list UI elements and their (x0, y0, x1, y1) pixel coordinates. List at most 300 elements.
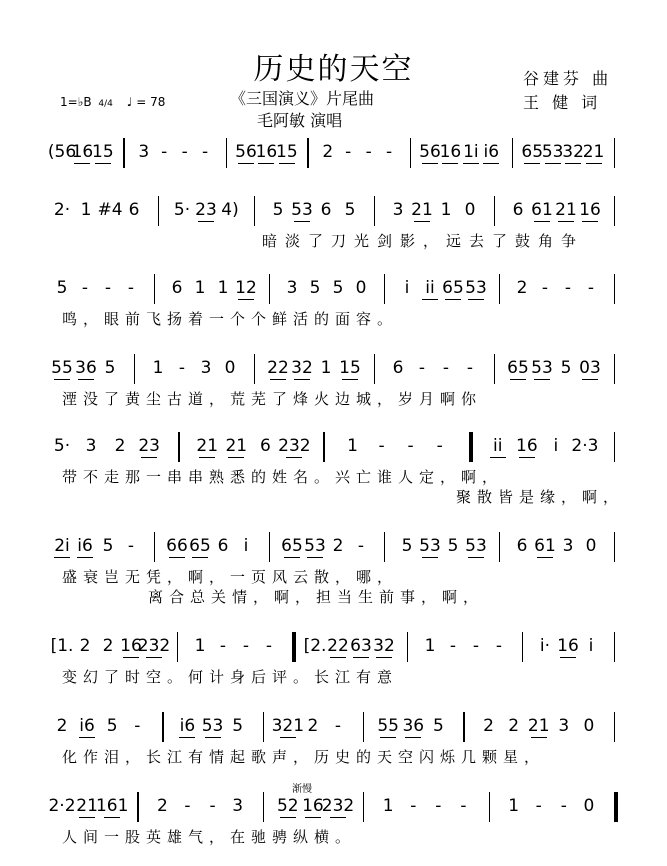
bar-line (614, 432, 615, 462)
note-group: - (460, 796, 467, 816)
beam-line (258, 163, 274, 164)
bar-line (307, 138, 308, 168)
beam-line (54, 557, 70, 558)
bar-line (263, 792, 264, 822)
note-group: - (466, 358, 474, 378)
beam-line (79, 737, 95, 738)
note-group: 2 (508, 716, 520, 736)
note-group: - (242, 636, 250, 656)
beam-line (445, 299, 461, 300)
beam-line (238, 299, 254, 300)
note-group: 3 (286, 278, 298, 298)
note-group: - (535, 796, 542, 816)
bar-line (614, 274, 615, 304)
note-group: i (553, 436, 559, 456)
bar-line (499, 532, 500, 562)
beam-line (483, 163, 499, 164)
bar-line (614, 712, 615, 742)
bar-line (512, 138, 513, 168)
note-group: ii (425, 278, 435, 298)
bar-line (158, 196, 159, 226)
note-group: 0 (585, 536, 597, 556)
note-group: - (541, 278, 549, 298)
note-group: 3 (558, 716, 570, 736)
note-group: 5 (309, 278, 321, 298)
note-group: 16 (516, 436, 538, 456)
note-group: 6 (392, 358, 404, 378)
note-group: 16 (557, 636, 579, 656)
note-group: i6 (79, 716, 95, 736)
beam-line (280, 817, 296, 818)
note-group: 56 (235, 142, 257, 162)
lyric-line-verse-2: 离合总关情，啊，担当生前事，啊， (148, 588, 485, 606)
note-group: - (410, 796, 417, 816)
bar-line (269, 532, 270, 562)
bar-line (134, 354, 135, 384)
beam-line (286, 457, 302, 458)
note-group: 2·3 (571, 436, 599, 456)
note-group: - (181, 142, 188, 162)
note-group: 61 (534, 536, 556, 556)
note-group: 2 (156, 796, 168, 816)
beam-line (405, 737, 421, 738)
bar-line (363, 792, 364, 822)
beam-line (414, 221, 430, 222)
note-group: - (587, 278, 595, 298)
beam-line (179, 737, 195, 738)
bar-line (384, 274, 385, 304)
note-group: 56 (419, 142, 441, 162)
note-group: 2 (102, 636, 114, 656)
note-group: 55 (377, 716, 399, 736)
beam-line (534, 379, 550, 380)
beam-line (380, 737, 396, 738)
beam-line (74, 163, 90, 164)
note-group: 232 (321, 796, 355, 816)
note-group: 5 (272, 200, 284, 220)
note-group: 2·2 (48, 796, 76, 816)
lyric-line: 湮没了黄尘古道，荒芜了烽火边城，岁月啊你 (62, 390, 483, 408)
note-group: 1 (424, 636, 436, 656)
note-group: 5· (173, 200, 191, 220)
performer-credit: 毛阿敏 演唱 (257, 111, 343, 130)
beam-line (330, 817, 346, 818)
beam-line (558, 221, 574, 222)
note-group: 2 (332, 536, 344, 556)
beam-line (95, 163, 111, 164)
note-group: 5 (56, 278, 68, 298)
bar-line (463, 712, 464, 742)
note-group: 3 (562, 536, 574, 556)
note-group: 16 (120, 636, 142, 656)
bar-line (489, 792, 490, 822)
beam-line (586, 163, 602, 164)
lyric-line: 鸣，眼前飞扬着一个个鲜活的面容。 (62, 310, 399, 328)
note-group: 6 (512, 200, 524, 220)
bar-line (154, 532, 155, 562)
note-group: 53 (201, 716, 224, 736)
note-group: 232 (278, 436, 311, 456)
song-title: 历史的天空 (253, 52, 414, 87)
note-group: 16 (255, 142, 278, 162)
beam-line (353, 657, 369, 658)
note-group: - (81, 278, 89, 298)
note-group: 65 (521, 142, 544, 162)
beam-line (537, 557, 553, 558)
beam-line (284, 557, 300, 558)
note-group: 23 (138, 436, 160, 456)
beam-line (280, 737, 296, 738)
beam-line (463, 163, 479, 164)
note-group: 0 (583, 796, 595, 816)
note-group: - (134, 716, 141, 736)
note-group: 21 (76, 796, 98, 816)
note-group: 21 (527, 716, 550, 736)
beam-line (192, 557, 208, 558)
note-group: 23 (195, 200, 217, 220)
bar-line (469, 432, 473, 462)
tempo-marking: 渐慢 (292, 784, 312, 795)
bar-line (499, 274, 500, 304)
note-group: - (209, 796, 216, 816)
note-group: 6 (171, 278, 183, 298)
note-group: 21 (555, 200, 577, 220)
note-group: 16 (71, 142, 94, 162)
note-group: [2. (303, 636, 327, 656)
note-group: - (104, 278, 112, 298)
note-group: 0 (464, 200, 476, 220)
song-subtitle: 《三国演义》片尾曲 (230, 89, 375, 108)
bar-line (162, 712, 163, 742)
beam-line (422, 299, 438, 300)
bar-line (178, 432, 179, 462)
beam-line (330, 657, 346, 658)
beam-line (198, 221, 214, 222)
note-group: 22 (267, 358, 289, 378)
note-group: 5 (432, 716, 444, 736)
note-group: 66 (166, 536, 188, 556)
note-group: 232 (137, 636, 171, 656)
note-group: 12 (235, 278, 257, 298)
note-group: - (442, 358, 450, 378)
bar-line (292, 632, 296, 662)
beam-line (442, 163, 458, 164)
note-group: 161 (95, 796, 129, 816)
bar-line (614, 792, 618, 822)
note-group: 3 (138, 142, 150, 162)
bar-line (614, 354, 615, 384)
note-group: - (449, 636, 457, 656)
beam-line (307, 557, 323, 558)
note-group: 36 (402, 716, 425, 736)
key-signature-text: 1=♭B (60, 95, 92, 109)
note-group: 53 (465, 536, 487, 556)
note-group: 52 (276, 796, 299, 816)
note-group: 61 (531, 200, 553, 220)
beam-line (305, 817, 321, 818)
note-group: 32 (291, 358, 313, 378)
note-group: 5 (401, 536, 413, 556)
note-group: - (418, 358, 426, 378)
note-group: 321 (271, 716, 305, 736)
note-group: 1 (194, 636, 206, 656)
note-group: 1 (194, 278, 206, 298)
note-group: 53 (465, 278, 487, 298)
note-group: - (265, 636, 273, 656)
note-group: 2· (53, 200, 71, 220)
note-group: 0 (583, 716, 595, 736)
beam-line (146, 657, 162, 658)
bar-line (154, 274, 155, 304)
beam-line (169, 557, 185, 558)
note-group: 3 (232, 796, 244, 816)
lyricist-credit: 王 健 词 (523, 93, 602, 112)
beam-line (199, 457, 215, 458)
bar-line (123, 138, 124, 168)
note-group: - (386, 142, 393, 162)
note-group: 65 (507, 358, 529, 378)
note-group: 6 (217, 536, 229, 556)
note-group: 1 (508, 796, 520, 816)
beam-line (468, 557, 484, 558)
note-group: - (127, 278, 135, 298)
note-group: 1 (440, 200, 452, 220)
note-group: 3 (392, 200, 404, 220)
beam-line (565, 163, 581, 164)
note-group: i6 (483, 142, 500, 162)
beam-line (238, 163, 254, 164)
bar-line (614, 532, 615, 562)
note-group: i (588, 636, 594, 656)
note-group: i· (539, 636, 551, 656)
note-group: i (243, 536, 249, 556)
beam-line (141, 457, 157, 458)
note-group: 1 (347, 436, 358, 456)
note-group: 1 (320, 358, 332, 378)
note-group: 16 (302, 796, 324, 816)
note-group: - (345, 142, 352, 162)
note-group: 22 (327, 636, 349, 656)
bar-line (226, 138, 227, 168)
note-group: 2 (56, 716, 68, 736)
note-group: 6 (516, 536, 528, 556)
note-group: - (334, 716, 342, 736)
note-group: 16 (439, 142, 462, 162)
note-group: - (495, 636, 503, 656)
note-group: i (404, 278, 410, 298)
note-group: 1 (217, 278, 229, 298)
beam-line (422, 163, 438, 164)
beam-line (582, 379, 598, 380)
note-group: - (178, 358, 186, 378)
lyric-line-verse-2: 聚散皆是缘，啊， (456, 488, 625, 506)
beam-line (123, 657, 139, 658)
lyric-line: 化作泪，长江有情起歌声，历史的天空闪烁几颗星， (62, 748, 546, 766)
note-group: 2 (307, 716, 319, 736)
note-group: 1i (463, 142, 479, 162)
bar-line (269, 274, 270, 304)
note-group: 2 (322, 142, 334, 162)
beam-line (228, 457, 244, 458)
bar-line (407, 632, 408, 662)
note-group: - (219, 636, 227, 656)
lyric-line: 人间一股英雄气，在驰骋纵横。 (62, 828, 357, 846)
note-group: 16 (579, 200, 601, 220)
beam-line (519, 457, 535, 458)
bar-line (522, 632, 523, 662)
note-group: 2i (54, 536, 70, 556)
note-group: - (365, 142, 372, 162)
note-group: 53 (531, 358, 553, 378)
bar-line (323, 432, 324, 462)
beam-line (510, 379, 526, 380)
bar-line (254, 196, 255, 226)
bar-line (614, 196, 615, 226)
note-group: 1 (152, 358, 164, 378)
beam-line (54, 379, 70, 380)
note-group: 1 (80, 200, 92, 220)
note-group: 32 (562, 142, 584, 162)
note-group: - (435, 796, 442, 816)
note-group: 5 (232, 716, 244, 736)
bar-line (254, 354, 255, 384)
note-group: 2 (79, 636, 91, 656)
note-group: - (436, 436, 443, 456)
lyric-line: 盛衰岂无凭，啊，一页风云散，哪， (62, 568, 399, 586)
beam-line (560, 657, 576, 658)
note-group: - (472, 636, 480, 656)
note-group: - (564, 278, 572, 298)
note-group: - (357, 536, 365, 556)
note-group: 5 (344, 200, 356, 220)
note-group: 5 (102, 536, 114, 556)
beam-line (104, 817, 120, 818)
bar-line (137, 792, 138, 822)
note-group: [1. (50, 636, 74, 656)
note-group: (56 (47, 142, 77, 162)
note-group: 21 (411, 200, 433, 220)
note-group: 1 (382, 796, 394, 816)
beam-line (77, 557, 93, 558)
note-group: - (127, 536, 135, 556)
note-group: 15 (276, 142, 298, 162)
lyric-line: 变幻了时空。何计身后评。长江有意 (62, 668, 399, 686)
beam-line (279, 163, 295, 164)
note-group: 55 (51, 358, 73, 378)
beam-line (524, 163, 540, 164)
bar-line (363, 712, 364, 742)
bar-line (410, 138, 411, 168)
beam-line (79, 817, 95, 818)
note-group: #4 (97, 200, 123, 220)
beam-line (78, 379, 94, 380)
note-group: 5 (106, 716, 118, 736)
note-group: 03 (579, 358, 601, 378)
note-group: 6 (320, 200, 332, 220)
note-group: 15 (92, 142, 114, 162)
note-group: 4) (221, 200, 239, 220)
bar-line (494, 354, 495, 384)
note-group: 5· (53, 436, 71, 456)
note-group: - (161, 142, 168, 162)
beam-line (582, 221, 598, 222)
note-group: 2 (483, 716, 494, 736)
tempo-mark: ♩ = 78 (126, 95, 166, 109)
note-group: 32 (373, 636, 395, 656)
note-group: 5 (560, 358, 572, 378)
beam-line (545, 163, 561, 164)
composer-credit: 谷建芬 曲 (523, 69, 613, 88)
note-group: 63 (350, 636, 372, 656)
note-group: 6 (259, 436, 271, 456)
note-group: 6 (128, 200, 140, 220)
note-group: 2 (114, 436, 126, 456)
beam-line (531, 737, 547, 738)
note-group: 21 (225, 436, 248, 456)
note-group: 65 (281, 536, 303, 556)
note-group: 53 (304, 536, 326, 556)
key-signature (60, 95, 165, 109)
bar-line (494, 196, 495, 226)
note-group: 53 (291, 200, 313, 220)
note-group: 36 (75, 358, 97, 378)
note-group: 21 (582, 142, 605, 162)
beam-line (468, 299, 484, 300)
beam-line (294, 221, 310, 222)
note-group: 5 (104, 358, 116, 378)
note-group: - (407, 436, 414, 456)
note-group: i6 (179, 716, 196, 736)
note-group: - (560, 796, 567, 816)
note-group: 5 (447, 536, 459, 556)
bar-line (384, 532, 385, 562)
beam-line (534, 221, 550, 222)
beam-line (490, 457, 506, 458)
note-group: - (378, 436, 385, 456)
note-group: 53 (419, 536, 441, 556)
beam-line (205, 737, 221, 738)
note-group: 0 (355, 278, 367, 298)
beam-line (270, 379, 286, 380)
note-group: 3 (85, 436, 97, 456)
bar-line (374, 196, 375, 226)
beam-line (376, 657, 392, 658)
beam-line (342, 379, 358, 380)
bar-line (177, 632, 178, 662)
note-group: 2 (516, 278, 528, 298)
lyric-line: 暗淡了刀光剑影，远去了鼓角争 (262, 232, 585, 250)
note-group: i6 (77, 536, 93, 556)
note-group: 53 (541, 142, 564, 162)
bar-line (614, 138, 615, 168)
note-group: 21 (196, 436, 219, 456)
note-group: - (202, 142, 209, 162)
note-group: 3 (200, 358, 212, 378)
note-group: ii (493, 436, 503, 456)
beam-line (294, 379, 310, 380)
bar-line (374, 354, 375, 384)
note-group: 0 (224, 358, 236, 378)
bar-line (614, 632, 615, 662)
bar-line (263, 712, 264, 742)
time-signature: 4/4 (98, 99, 113, 109)
note-group: 15 (339, 358, 361, 378)
note-group: 5 (332, 278, 344, 298)
lyric-line: 带不走那一串串熟悉的姓名。兴亡谁人定，啊， (62, 468, 504, 486)
note-group: - (184, 796, 191, 816)
note-group: 65 (189, 536, 211, 556)
beam-line (422, 557, 438, 558)
